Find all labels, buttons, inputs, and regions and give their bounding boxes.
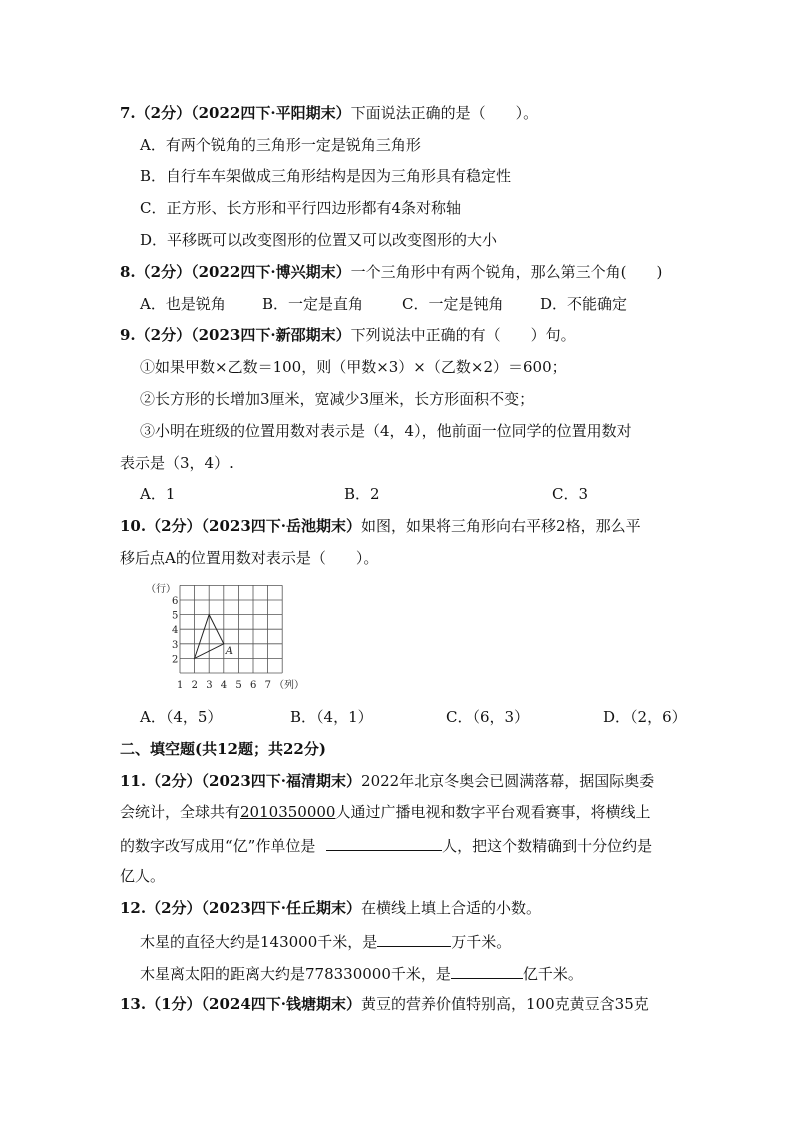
q8-option-b: B．一定是直角 bbox=[262, 295, 364, 313]
row-axis-label: （行） bbox=[146, 584, 176, 595]
q9-statement-2: ②长方形的长增加3厘米，宽减少3厘米，长方形面积不变； bbox=[140, 390, 535, 408]
q12-number: 12. bbox=[120, 899, 147, 917]
q12-answer-blank-2[interactable] bbox=[451, 962, 523, 979]
q9-statement-3b: 表示是（3，4）. bbox=[120, 454, 234, 472]
q7-option-c: C．正方形、长方形和平行四边形都有4条对称轴 bbox=[140, 199, 462, 217]
x-tick-label: 2 bbox=[191, 680, 198, 691]
q8-option-d: D．不能确定 bbox=[540, 295, 628, 313]
q11-underlined-number: 2010350000 bbox=[240, 803, 336, 821]
y-tick-label: 6 bbox=[172, 596, 179, 607]
q8-option-c: C．一定是钝角 bbox=[402, 295, 504, 313]
q9-number: 9. bbox=[120, 326, 136, 344]
col-axis-label: （列） bbox=[274, 680, 304, 691]
x-tick-label: 3 bbox=[206, 680, 213, 691]
q12-stem bbox=[120, 898, 541, 918]
q11-text-3-pre: 的数字改写成用“亿”作单位是 bbox=[120, 837, 316, 855]
q10-option-c: C．（6，3） bbox=[446, 708, 530, 726]
q12-line2 bbox=[140, 962, 583, 984]
q9-option-b: B．2 bbox=[344, 485, 380, 503]
q11-text-4: 亿人。 bbox=[120, 867, 166, 885]
q11-number: 11. bbox=[120, 772, 147, 790]
q12-answer-blank-1[interactable] bbox=[377, 930, 451, 947]
y-tick-labels bbox=[172, 596, 178, 665]
q10-option-a: A．（4，5） bbox=[140, 708, 223, 726]
q11-text-2-pre: 会统计，全球共有 bbox=[120, 803, 241, 821]
q7-stem bbox=[120, 103, 538, 123]
q11-text-1: 2022年北京冬奥会已圆满落幕，据国际奥委 bbox=[361, 772, 655, 790]
q8-text: 一个三角形中有两个锐角，那么第三个角( ) bbox=[350, 263, 663, 281]
q10-option-d: D．（2，6） bbox=[603, 708, 687, 726]
q9-option-a: A．1 bbox=[140, 485, 176, 503]
q11-text-2-post: 人通过广播电视和数字平台观看赛事，将横线上 bbox=[335, 803, 651, 821]
q7-meta: （2分）（2022四下·平阳期末） bbox=[135, 104, 351, 122]
q9-stem bbox=[120, 325, 576, 345]
q7-option-a: A．有两个锐角的三角形一定是锐角三角形 bbox=[140, 136, 421, 154]
q12-line2-post: 亿千米。 bbox=[522, 965, 583, 983]
x-tick-label: 1 bbox=[177, 680, 184, 691]
x-tick-label: 5 bbox=[235, 680, 242, 691]
q10-stem-line2: 移后点A的位置用数对表示是（ ）。 bbox=[120, 549, 379, 567]
q11-line3 bbox=[120, 834, 652, 856]
q9-statement-3a: ③小明在班级的位置用数对表示是（4，4），他前面一位同学的位置用数对 bbox=[140, 422, 632, 440]
q12-line1-pre: 木星的直径大约是143000千米，是 bbox=[140, 933, 378, 951]
q13-text: 黄豆的营养价值特别高，100克黄豆含35克 bbox=[361, 995, 649, 1013]
q12-line1-post: 万千米。 bbox=[451, 933, 512, 951]
q12-line1 bbox=[140, 930, 511, 952]
q10-grid-figure bbox=[146, 578, 316, 696]
q8-option-a: A．也是锐角 bbox=[140, 295, 226, 313]
x-tick-label: 6 bbox=[250, 680, 257, 691]
q10-text-a: 如图，如果将三角形向右平移2格，那么平 bbox=[361, 517, 641, 535]
q9-meta: （2分）（2023四下·新邵期末） bbox=[135, 326, 351, 344]
q9-statement-1: ①如果甲数×乙数＝100，则（甲数×3）×（乙数×2）＝600； bbox=[140, 358, 567, 376]
q8-number: 8. bbox=[120, 263, 136, 281]
x-tick-label: 7 bbox=[264, 680, 271, 691]
y-tick-label: 5 bbox=[172, 610, 179, 622]
q11-line4 bbox=[120, 866, 165, 886]
section-2-heading: 二、填空题(共12题；共22分) bbox=[120, 740, 326, 758]
q12-text: 在横线上填上合适的小数。 bbox=[361, 899, 542, 917]
q10-option-b: B．（4，1） bbox=[290, 708, 373, 726]
y-tick-label: 2 bbox=[172, 654, 179, 666]
q11-line1 bbox=[120, 771, 654, 791]
y-tick-label: 3 bbox=[172, 639, 179, 651]
q7-number: 7. bbox=[120, 104, 136, 122]
q9-text: 下列说法中正确的有（ ）句。 bbox=[350, 326, 576, 344]
q7-text: 下面说法正确的是（ ）。 bbox=[350, 104, 539, 122]
q11-answer-blank-1[interactable] bbox=[326, 834, 442, 851]
q11-meta: （2分）（2023四下·福清期末） bbox=[146, 772, 362, 790]
q10-meta: （2分）（2023四下·岳池期末） bbox=[146, 517, 362, 535]
y-tick-label: 4 bbox=[172, 625, 179, 637]
q10-grid-svg bbox=[146, 578, 316, 696]
q9-option-c: C．3 bbox=[552, 485, 589, 503]
q11-text-3-post: 人，把这个数精确到十分位约是 bbox=[442, 837, 653, 855]
q7-option-d: D．平移既可以改变图形的位置又可以改变图形的大小 bbox=[140, 231, 498, 249]
x-tick-label: 4 bbox=[220, 680, 228, 691]
point-a-label: A bbox=[225, 645, 234, 657]
q13-number: 13. bbox=[120, 995, 147, 1013]
q7-option-b: B．自行车车架做成三角形结构是因为三角形具有稳定性 bbox=[140, 167, 512, 185]
q13-meta: （1分）（2024四下·钱塘期末） bbox=[146, 995, 362, 1013]
q12-line2-pre: 木星离太阳的距离大约是778330000千米，是 bbox=[140, 965, 451, 983]
q13-stem bbox=[120, 994, 649, 1014]
q10-number: 10. bbox=[120, 517, 147, 535]
q10-stem-line1 bbox=[120, 516, 641, 536]
q12-meta: （2分）（2023四下·任丘期末） bbox=[146, 899, 362, 917]
q8-meta: （2分）（2022四下·博兴期末） bbox=[135, 263, 351, 281]
q11-line2 bbox=[120, 802, 650, 822]
q8-stem bbox=[120, 262, 662, 282]
grid-lines bbox=[180, 585, 282, 673]
x-tick-labels bbox=[177, 680, 271, 691]
